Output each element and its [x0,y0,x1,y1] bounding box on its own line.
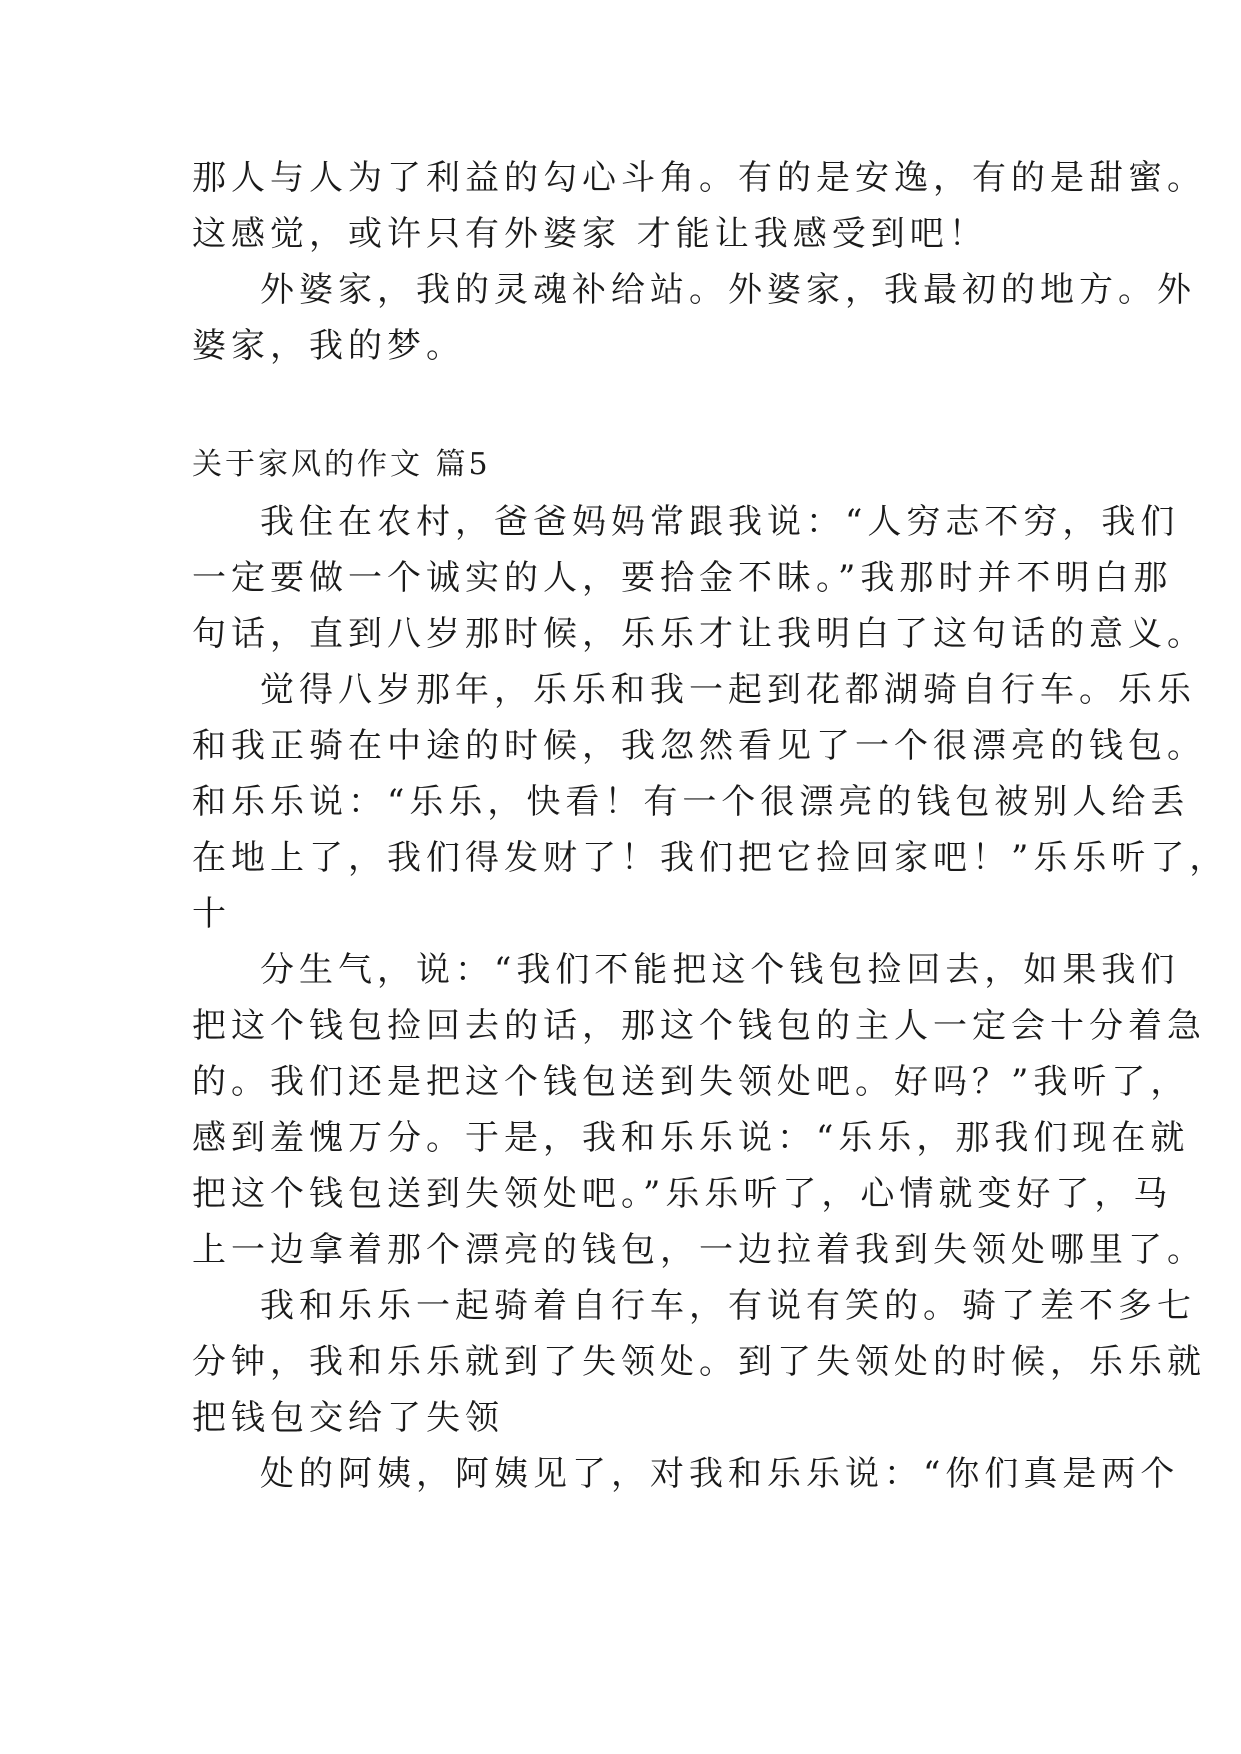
text-line: 把这个钱包送到失领处吧。”乐乐听了，心情就变好了，马 [192,1174,1173,1214]
text-line: 分钟，我和乐乐就到了失领处。到了失领处的时候，乐乐就 [192,1342,1206,1382]
text-line: 句话，直到八岁那时候，乐乐才让我明白了这句话的意义。 [192,614,1206,654]
text-line: 我和乐乐一起骑着自行车，有说有笑的。骑了差不多七 [260,1286,1196,1326]
text-line: 一定要做一个诚实的人，要拾金不昧。”我那时并不明白那 [192,558,1173,598]
text-line: 我住在农村，爸爸妈妈常跟我说：“人穷志不穷，我们 [260,502,1180,542]
text-line: 和乐乐说：“乐乐，快看！有一个很漂亮的钱包被别人给丢 [192,782,1190,822]
section-gap [192,374,1072,436]
text-line: 的。我们还是把这个钱包送到失领处吧。好吗？”我听了， [192,1062,1190,1102]
text-line: 上一边拿着那个漂亮的钱包，一边拉着我到失领处哪里了。 [192,1230,1206,1270]
document-page [192,150,1229,1502]
text-line: 觉得八岁那年，乐乐和我一起到花都湖骑自行车。乐乐 [260,670,1196,710]
text-line: 婆家，我的梦。 [192,326,465,366]
text-line: 处的阿姨，阿姨见了，对我和乐乐说：“你们真是两个 [260,1454,1180,1494]
text-line: 十 [192,894,231,934]
text-line: 和我正骑在中途的时候，我忽然看见了一个很漂亮的钱包。 [192,726,1206,766]
text-line: 分生气，说：“我们不能把这个钱包捡回去，如果我们 [260,950,1180,990]
text-line: 感到羞愧万分。于是，我和乐乐说：“乐乐，那我们现在就 [192,1118,1190,1158]
text-line: 那人与人为了利益的勾心斗角。有的是安逸，有的是甜蜜。 [192,158,1206,198]
text-line: 把这个钱包捡回去的话，那这个钱包的主人一定会十分着急 [192,1006,1206,1046]
text-line: 把钱包交给了失领 [192,1398,504,1438]
text-line: 在地上了，我们得发财了！我们把它捡回家吧！”乐乐听了， [192,838,1229,878]
text-line: 外婆家，我的灵魂补给站。外婆家，我最初的地方。外 [260,270,1196,310]
text-line: 这感觉，或许只有外婆家 才能让我感受到吧！ [192,214,988,254]
section-heading: 关于家风的作文 篇5 [192,447,491,482]
